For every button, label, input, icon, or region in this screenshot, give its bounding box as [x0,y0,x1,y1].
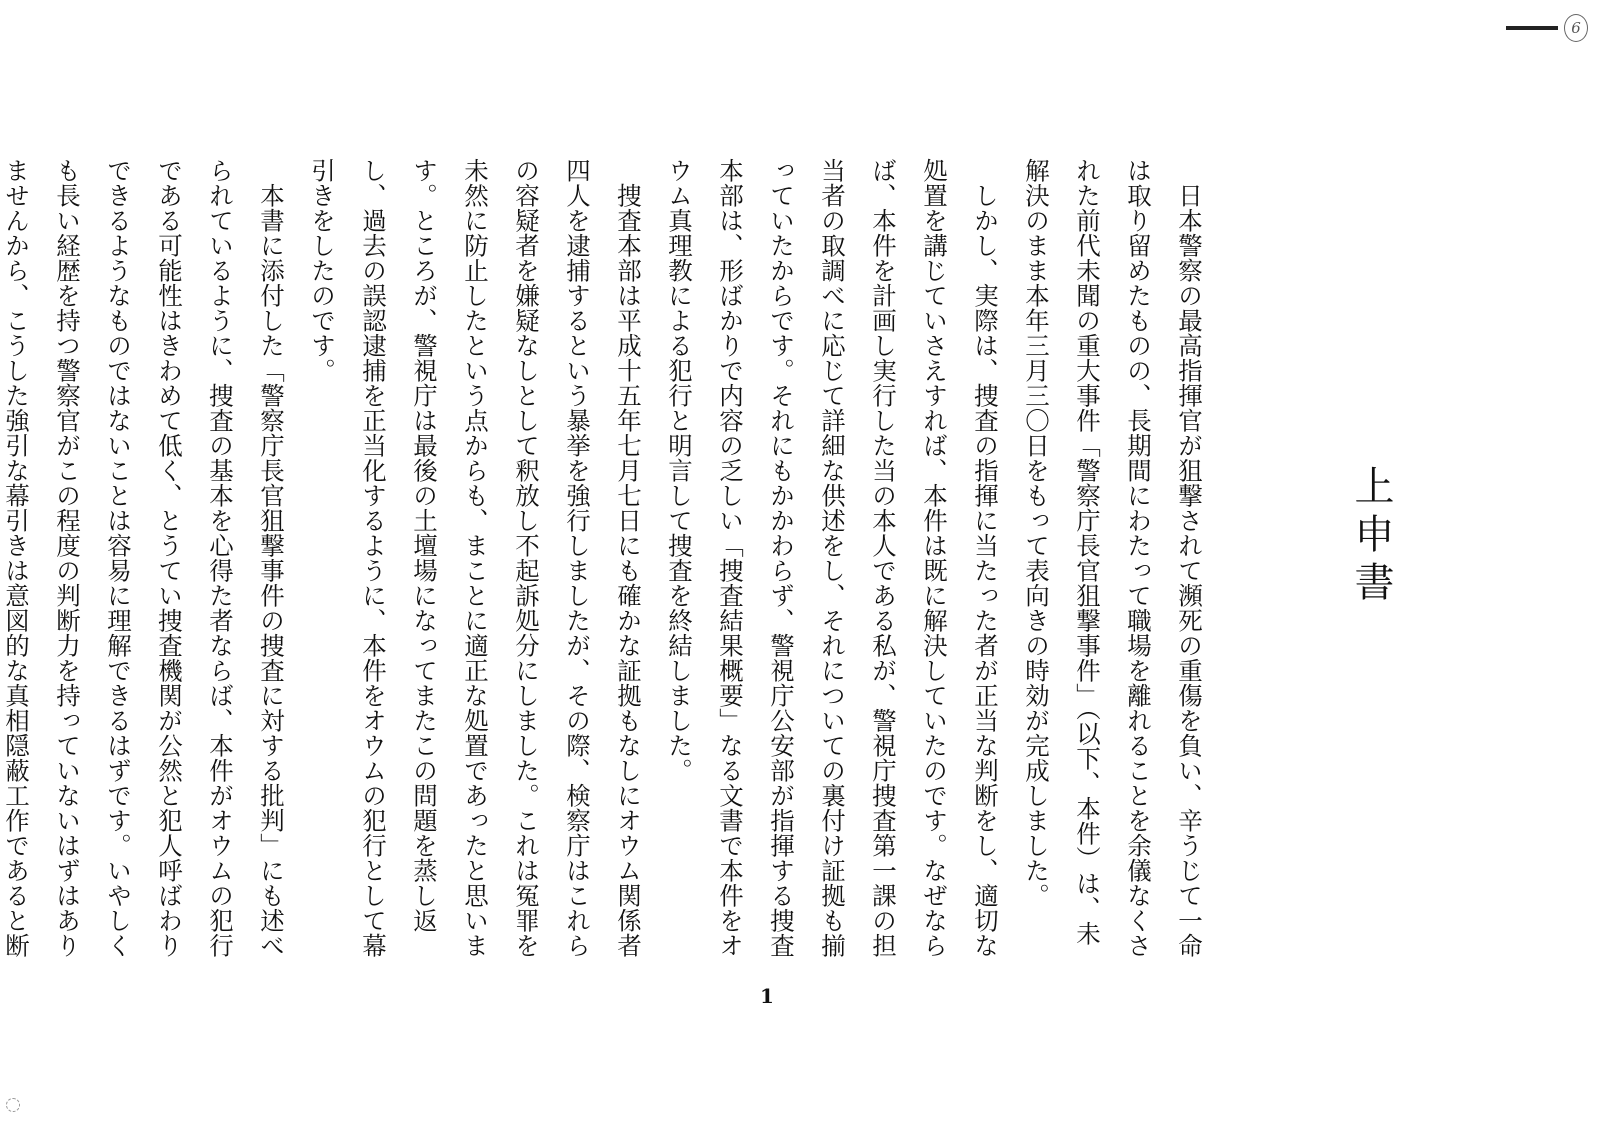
page-mark-dash [1506,26,1558,30]
document-title: 上申書 [1348,465,1394,609]
punch-hole-mark [6,1098,20,1112]
page-number: 1 [760,984,774,1008]
page-mark [1506,14,1588,42]
circled-page-number: 6 [1564,14,1588,42]
document-body [0,158,1215,958]
paragraph-2: しかし、実際は、捜査の指揮に当たった者が正当な判断をし、適切な処置を講じていさえすれば、本件は既に解決していたのです。なぜならば、本件を計画し実行した当の本人である私が、警視庁捜査第一課の担当者の取調べに応じて詳細な供述をし、それについての裏付け証拠も揃っていたからです。それにもかかわらず、警視庁公安部が指揮する捜査本部は、形ばかりで内容の乏しい「捜査結果概要」なる文書で本件をオウム真理教による犯行と明言して捜査を終結しました。 [665,158,1000,958]
paragraph-4: 本書に添付した「警察庁長官狙撃事件の捜査に対する批判」にも述べられているように、捜査の基本を心得た者ならば、本件がオウムの犯行である可能性はきわめて低く、とうてい捜査機関が公然と犯人呼ばわりできるようなものではないことは容易に理解できるはずです。いやしくも長い経歴を持つ警察官がこの程度の判断力を持っていないはずはありませんから、こうした強引な幕引きは意図的な真相隠蔽工作であると断 [2,158,286,958]
paragraph-3: 捜査本部は平成十五年七月七日にも確かな証拠もなしにオウム関係者四人を逮捕するという暴挙を強行しましたが、その際、検察庁はこれらの容疑者を嫌疑なしとして釈放し不起訴処分にしました。これは冤罪を未然に防止したという点からも、まことに適正な処置であったと思います。ところが、警視庁は最後の土壇場になってまたこの問題を蒸し返し、過去の誤認逮捕を正当化するように、本件をオウムの犯行として幕引きをしたのです。 [308,158,643,958]
paragraph-1: 日本警察の最高指揮官が狙撃されて瀕死の重傷を負い、辛うじて一命は取り留めたものの、長期間にわたって職場を離れることを余儀なくされた前代未聞の重大事件「警察庁長官狙撃事件」（以下、本件）は、未解決のまま本年三月三〇日をもって表向きの時効が完成しました。 [1022,158,1204,958]
